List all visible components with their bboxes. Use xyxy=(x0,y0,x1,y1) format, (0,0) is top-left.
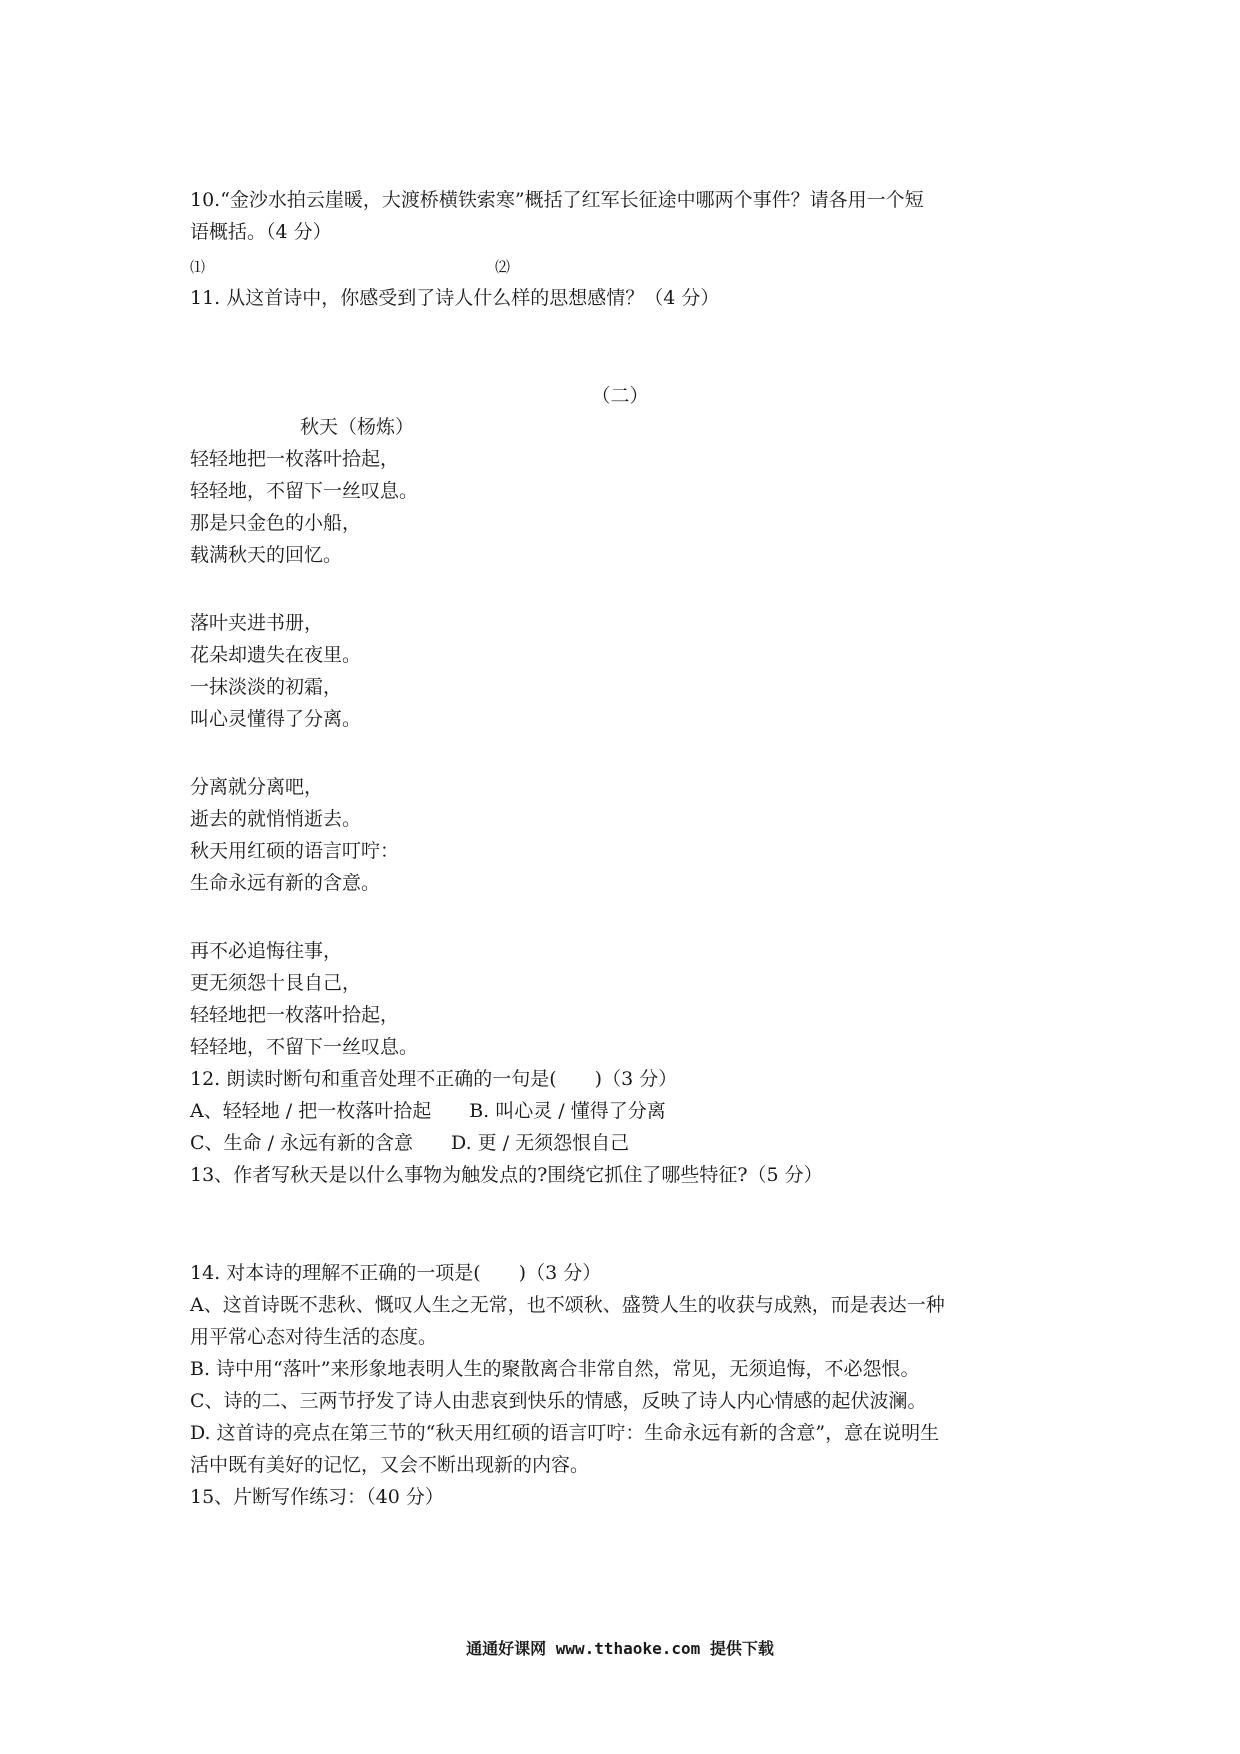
question-12-options-cd: C、生命 / 永远有新的含意 D. 更 / 无须怨恨自己 xyxy=(190,1132,630,1154)
question-10-line-2: 语概括。（4 分） xyxy=(190,221,332,243)
question-12: 12. 朗读时断句和重音处理不正确的一句是( )（3 分） xyxy=(190,1068,678,1090)
poem-line: 生命永远有新的含意。 xyxy=(190,872,381,894)
question-12-options-ab: A、轻轻地 / 把一枚落叶拾起 B. 叫心灵 / 懂得了分离 xyxy=(190,1100,666,1122)
question-14-option-a-line-2: 用平常心态对待生活的态度。 xyxy=(190,1326,438,1348)
question-14: 14. 对本诗的理解不正确的一项是( )（3 分） xyxy=(190,1262,602,1284)
poem-line: 花朵却遗失在夜里。 xyxy=(190,644,362,666)
question-15: 15、片断写作练习：（40 分） xyxy=(190,1486,444,1508)
poem-line: 轻轻地，不留下一丝叹息。 xyxy=(190,1036,419,1058)
poem-line: 一抹淡淡的初霜， xyxy=(190,676,343,698)
section-2-heading: （二） xyxy=(591,385,649,407)
poem-line: 秋天用红硕的语言叮咛： xyxy=(190,840,400,862)
poem-line: 逝去的就悄悄逝去。 xyxy=(190,808,362,830)
poem-line: 叫心灵懂得了分离。 xyxy=(190,708,362,730)
poem-line: 再不必追悔往事， xyxy=(190,940,343,962)
poem-line: 轻轻地把一枚落叶拾起， xyxy=(190,1004,400,1026)
question-13: 13、作者写秋天是以什么事物为触发点的?围绕它抓住了哪些特征?（5 分） xyxy=(190,1164,823,1186)
question-14-option-c: C、诗的二、三两节抒发了诗人由悲哀到快乐的情感，反映了诗人内心情感的起伏波澜。 xyxy=(190,1390,927,1412)
answer-blank-2: ⑵ xyxy=(495,258,511,276)
poem-line: 那是只金色的小船， xyxy=(190,512,362,534)
poem-line: 载满秋天的回忆。 xyxy=(190,544,343,566)
poem-line: 轻轻地，不留下一丝叹息。 xyxy=(190,480,419,502)
poem-line: 落叶夹进书册， xyxy=(190,612,324,634)
question-10-line-1: 10.“金沙水拍云崖暖，大渡桥横铁索寒”概括了红军长征途中哪两个事件？请各用一个短 xyxy=(190,189,924,211)
question-14-option-b: B. 诗中用“落叶”来形象地表明人生的聚散离合非常自然，常见，无须追悔，不必怨恨。 xyxy=(190,1358,920,1380)
answer-blank-1: ⑴ xyxy=(190,258,206,276)
poem-title: 秋天（杨炼） xyxy=(300,416,415,438)
poem-line: 更无须怨十艮自己， xyxy=(190,972,362,994)
footer-credit: 通通好课网 www.tthaoke.com 提供下载 xyxy=(466,1639,774,1658)
question-14-option-d-line-2: 活中既有美好的记忆，又会不断出现新的内容。 xyxy=(190,1454,590,1476)
question-11: 11. 从这首诗中，你感受到了诗人什么样的思想感情？（4 分） xyxy=(190,287,720,309)
question-14-option-a-line-1: A、这首诗既不悲秋、慨叹人生之无常，也不颂秋、盛赞人生的收获与成熟，而是表达一种 xyxy=(190,1294,945,1316)
poem-line: 轻轻地把一枚落叶拾起， xyxy=(190,448,400,470)
poem-line: 分离就分离吧， xyxy=(190,776,324,798)
question-14-option-d-line-1: D. 这首诗的亮点在第三节的“秋天用红硕的语言叮咛：生命永远有新的含意”，意在说明生 xyxy=(190,1422,940,1444)
